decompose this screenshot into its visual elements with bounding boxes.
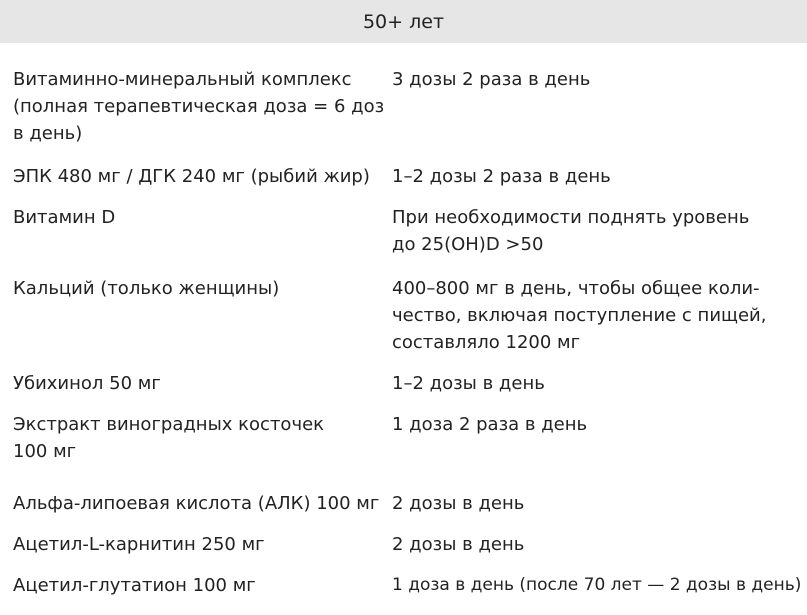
supplement-name-line: Убихинол 50 мг bbox=[13, 373, 161, 394]
supplement-name-line: Витамин D bbox=[13, 207, 116, 228]
supplement-dose bbox=[392, 66, 590, 93]
supplement-dose-line: 1 доза в день (после 70 лет — 2 дозы в день) bbox=[392, 575, 802, 595]
supplement-dose-line: чество, включая поступление с пищей, bbox=[392, 305, 767, 326]
age-group-title: 50+ лет bbox=[362, 10, 445, 33]
supplement-name-line: Альфа-липоевая кислота (АЛК) 100 мг bbox=[13, 493, 380, 514]
supplement-name-line: ЭПК 480 мг / ДГК 240 мг (рыбий жир) bbox=[13, 166, 370, 187]
supplement-name-line: Ацетил-L-карнитин 250 мг bbox=[13, 534, 265, 555]
supplement-dose-line: 2 дозы в день bbox=[392, 534, 525, 555]
supplement-dose bbox=[392, 490, 524, 517]
supplement-name bbox=[13, 531, 265, 558]
supplement-dose bbox=[392, 163, 611, 190]
supplement-dose bbox=[392, 275, 766, 356]
supplement-name bbox=[13, 370, 161, 397]
supplement-dose-line: 2 дозы в день bbox=[392, 493, 525, 514]
supplement-dose-line: 3 дозы 2 раза в день bbox=[392, 69, 591, 90]
supplement-dose bbox=[392, 572, 801, 599]
table-header bbox=[0, 0, 807, 43]
supplement-dose bbox=[392, 531, 524, 558]
supplement-dose-line: 1 доза 2 раза в день bbox=[392, 414, 588, 435]
supplement-dose bbox=[392, 370, 545, 397]
supplement-dose-line: 400–800 мг в день, чтобы общее коли- bbox=[392, 278, 760, 299]
supplement-dose bbox=[392, 411, 587, 438]
supplement-name bbox=[13, 163, 370, 190]
supplement-dose-line: 1–2 дозы 2 раза в день bbox=[392, 166, 611, 187]
supplement-name-line: Витаминно-минеральный комплекс bbox=[13, 69, 352, 90]
supplement-name-line: (полная терапевтическая доза = 6 доз bbox=[13, 96, 385, 117]
supplement-name bbox=[13, 490, 379, 517]
supplement-name bbox=[13, 275, 279, 302]
supplement-dose-line: При необходимости поднять уровень bbox=[392, 207, 750, 228]
supplement-name-line: Кальций (только женщины) bbox=[13, 278, 280, 299]
supplement-dose-line: до 25(OH)D >50 bbox=[392, 234, 544, 255]
supplement-dose bbox=[392, 204, 749, 258]
supplement-name-line: в день) bbox=[13, 123, 83, 144]
supplement-name bbox=[13, 572, 256, 599]
supplement-name-line: Экстракт виноградных косточек bbox=[13, 414, 325, 435]
supplement-name-line: Ацетил-глутатион 100 мг bbox=[13, 575, 256, 596]
supplement-dose-line: 1–2 дозы в день bbox=[392, 373, 545, 394]
supplement-dose-line: составляло 1200 мг bbox=[392, 332, 581, 353]
supplement-name bbox=[13, 204, 115, 231]
supplement-name bbox=[13, 411, 324, 465]
supplement-name-line: 100 мг bbox=[13, 441, 77, 462]
supplement-name bbox=[13, 66, 384, 147]
